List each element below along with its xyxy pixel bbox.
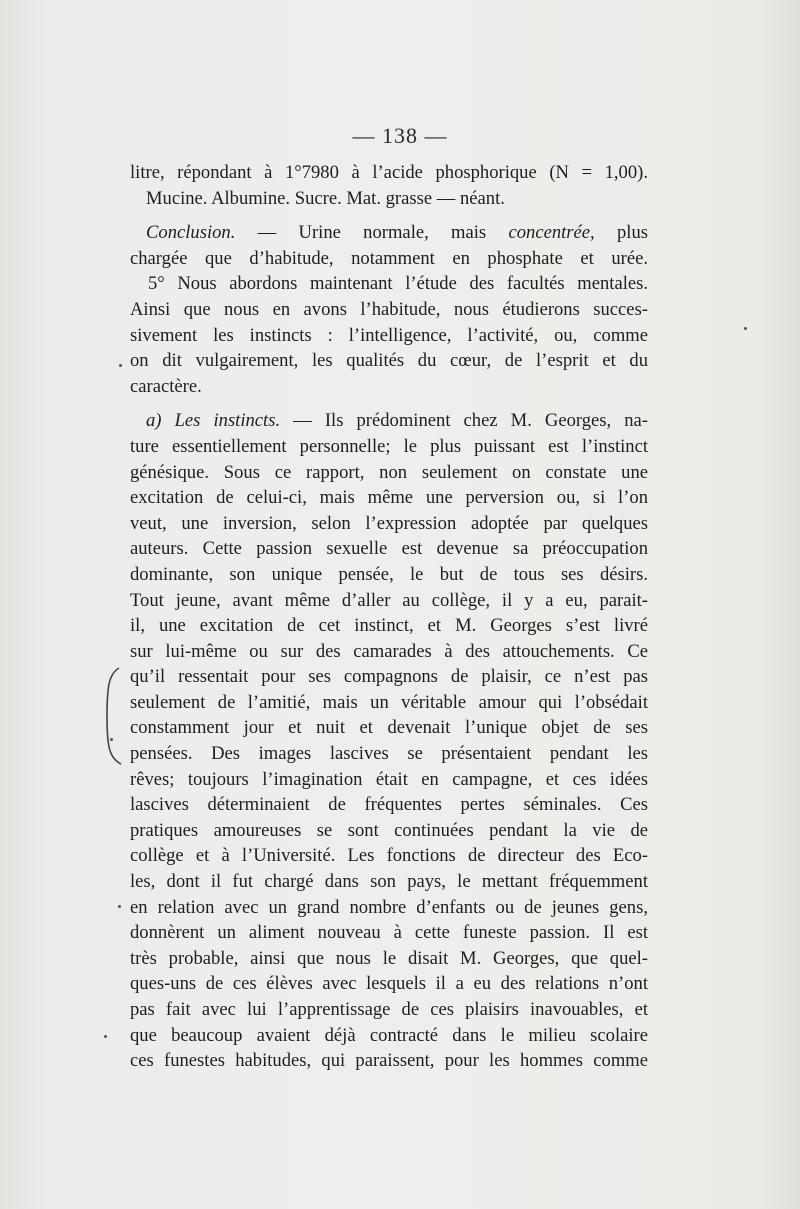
text-line: constamment jour et nuit et devenait l’unique objet de ses bbox=[130, 717, 648, 739]
text-line: ques-uns de ces élèves avec lesquels il a eu des relations n’ont bbox=[130, 973, 648, 995]
text-line: Tout jeune, avant même d’aller au collège, il y a eu, parait- bbox=[130, 589, 648, 611]
text-line: rêves; toujours l’imagination était en campagne, et ces idées bbox=[130, 768, 648, 790]
text-line: caractère. bbox=[130, 375, 202, 397]
text-line: Mucine. Albumine. Sucre. Mat. grasse — néant. bbox=[146, 187, 505, 209]
text-line: en relation avec un grand nombre d’enfants ou de jeunes gens, bbox=[130, 896, 648, 918]
text-line: litre, répondant à 1°7980 à l’acide phosphorique (N = 1,00). bbox=[130, 162, 648, 183]
text-line: Ainsi que nous en avons l’habitude, nous étudierons succes- bbox=[130, 298, 648, 320]
margin-bracket-mark bbox=[103, 666, 123, 766]
section-a-title: Les instincts. bbox=[174, 410, 281, 432]
text-line: collège et à l’Université. Les fonctions de directeur des Eco- bbox=[130, 845, 648, 867]
text-line: sur lui-même ou sur des camarades à des attouchements. Ce bbox=[130, 640, 648, 662]
text-line: les, dont il fut chargé dans son pays, le mettant fréquemment bbox=[130, 871, 648, 893]
text-line: que beaucoup avaient déjà contracté dans le milieu scolaire bbox=[130, 1024, 648, 1046]
text-line: seulement de l’amitié, mais un véritable amour qui l’obsédait bbox=[130, 691, 648, 713]
conclusion-label: Conclusion. bbox=[146, 222, 236, 244]
ink-speck bbox=[110, 738, 113, 741]
text-line: excitation de celui-ci, mais même une perversion ou, si l’on bbox=[130, 487, 648, 509]
text-line: pensées. Des images lascives se présentaient pendant les bbox=[130, 743, 648, 765]
text-line: il, une excitation de cet instinct, et M. Georges s’est livré bbox=[130, 615, 648, 637]
text-line: ces funestes habitudes, qui paraissent, pour les hommes comme bbox=[130, 1050, 648, 1072]
text-line: veut, une inversion, selon l’expression adoptée par quelques bbox=[130, 512, 648, 534]
concentree-word: concentrée, bbox=[508, 222, 595, 244]
text-line: pratiques amoureuses se sont continuées pendant la vie de bbox=[130, 819, 648, 841]
text-line: sivement les instincts : l’intelligence, l’activité, ou, comme bbox=[130, 324, 648, 346]
text-line: qu’il ressentait pour ses compagnons de plaisir, ce n’est pas bbox=[130, 666, 648, 688]
ink-speck bbox=[118, 905, 121, 908]
text-line: très probable, ainsi que nous le disait M. Georges, que quel- bbox=[130, 947, 648, 969]
text-line: lascives déterminaient de fréquentes pertes séminales. Ces bbox=[130, 794, 648, 816]
text-line: Conclusion. — Urine normale, mais concentrée, plus bbox=[146, 222, 648, 244]
text-line: génésique. Sous ce rapport, non seulement on constate une bbox=[130, 461, 648, 483]
text-line: ture essentiellement personnelle; le plus puissant est l’instinct bbox=[130, 435, 648, 457]
ink-speck bbox=[119, 364, 122, 367]
text-line: dominante, son unique pensée, le but de tous ses désirs. bbox=[130, 563, 648, 585]
text-line: pas fait avec lui l’apprentissage de ces plaisirs inavouables, et bbox=[130, 999, 648, 1020]
page-number: — 138 — bbox=[352, 123, 448, 148]
text-line: chargée que d’habitude, notamment en phosphate et urée. bbox=[130, 247, 648, 269]
text-line: 5° Nous abordons maintenant l’étude des facultés mentales. bbox=[148, 273, 648, 295]
ink-speck bbox=[104, 1035, 107, 1038]
body-text bbox=[130, 160, 648, 1074]
text-line: on dit vulgairement, les qualités du cœur, de l’esprit et du bbox=[130, 350, 648, 372]
text-line: donnèrent un aliment nouveau à cette funeste passion. Il est bbox=[130, 922, 648, 944]
text-line: auteurs. Cette passion sexuelle est devenue sa préoccupation bbox=[130, 538, 648, 560]
ink-speck bbox=[744, 327, 747, 330]
text-line: a) Les instincts. — Ils prédominent chez M. Georges, na- bbox=[146, 410, 648, 432]
section-a-label: a) bbox=[146, 410, 162, 432]
